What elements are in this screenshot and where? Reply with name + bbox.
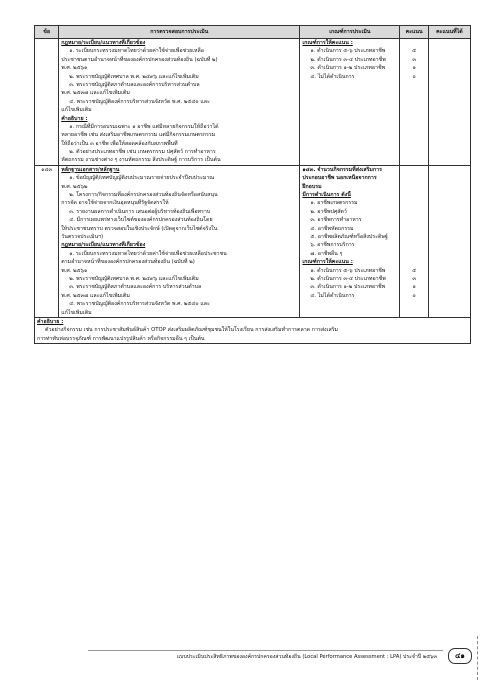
- topic-line: ประชาชนตามอำนาจหน้าที่ขององค์กรปกครองส่วนท้องถิ่น (ฉบับที่ ๒): [61, 56, 218, 63]
- topic-line: ๔. พระราชบัญญัติองค์การบริหารส่วนจังหวัด พ.ศ. ๒๕๔๐ และ: [69, 98, 210, 105]
- score-value: ๑: [412, 65, 416, 72]
- topic-line: ๑. ระเบียบกระทรวงมหาดไทยว่าด้วยค่าใช้จ่ายเพื่อช่วยเหลือ: [69, 48, 204, 55]
- criteria-line: เกณฑ์การให้คะแนน :: [302, 259, 353, 266]
- row1-criteria: [300, 39, 400, 166]
- topic-line: กฎหมาย/ระเบียบ/แนวทางที่เกี่ยวข้อง: [61, 242, 146, 249]
- score-value: [402, 191, 425, 199]
- criteria-line: ๑๔๓. จำนวนกิจกรรมที่ส่งเสริมการ: [302, 166, 382, 173]
- topic-line: วันตรวจประเมินฯ): [61, 233, 104, 240]
- row2-score-got: [428, 165, 470, 317]
- topic-line: กฎหมาย/ระเบียบ/แนวทางที่เกี่ยวข้อง: [61, 40, 146, 46]
- topic-line: การจัด อาจใช้จ่ายจากเงินอุดหนุนที่รัฐจัดสรรให้: [61, 200, 169, 207]
- topic-line: ๒. ตัวอย่างประเภทอาชีพ เช่น เกษตรกรรม ปศุสัตว์ การทำอาหาร: [69, 149, 216, 156]
- criteria-line: ๒. ดำเนินการ ๓-๔ ประเภทอาชีพ: [310, 56, 386, 63]
- criteria-line: ๑. อาชีพเกษตรกรรม: [310, 200, 358, 207]
- dashed-divider: [477, 636, 478, 680]
- topic-line: พ.ศ. ๒๕๖๑: [61, 65, 88, 72]
- criteria-line: ๓. ดำเนินการ ๑-๒ ประเภทอาชีพ: [310, 65, 386, 72]
- criteria-line: ๓. ดำเนินการ ๑-๒ ประเภทอาชีพ: [310, 284, 386, 291]
- row1-score-got: [428, 39, 470, 166]
- topic-line: พ.ศ. ๒๕๓๗ และแก้ไขเพิ่มเติม: [61, 292, 130, 299]
- score-value: ๕: [412, 267, 417, 274]
- topic-line: พ.ศ. ๒๕๖๑: [61, 267, 88, 274]
- topic-line: ๔. มีการเผยแพร่ทางเว็บไซต์ขององค์กรปกครองส่วนท้องถิ่นโดย: [69, 217, 213, 224]
- score-value: [402, 208, 425, 216]
- criteria-line: ๔. ไม่ได้ดำเนินการ: [310, 292, 355, 299]
- evaluation-table: [34, 25, 471, 344]
- page-number-badge: ๔๑: [448, 648, 472, 664]
- header-topic: การตรวจสอบการประเมิน: [59, 26, 300, 39]
- topic-line: ๒. พระราชบัญญัติเทศบาล พ.ศ. ๒๔๙๖ และแก้ไขเพิ่มเติม: [69, 275, 199, 282]
- topic-line: ๓. พระราชบัญญัติสภาตำบลและองค์การบริหารส่วนตำบล: [69, 81, 200, 88]
- row2-criteria: [300, 165, 400, 317]
- criteria-line: ๔. อาชีพหัตถกรรม: [310, 225, 354, 232]
- topic-line: ๓. พระราชบัญญัติสภาตำบลและองค์การ บริหารส่วนตำบล: [69, 284, 202, 291]
- score-value: [402, 166, 425, 174]
- description-title: คำอธิบาย :: [37, 318, 64, 325]
- topic-line: หลายอาชีพ เช่น ส่งเสริมอาชีพเกษตรกรรม แต่มีกิจกรรมเกษตรกรรม: [61, 132, 216, 139]
- table-row: [35, 165, 471, 317]
- description-line: ตัวอย่างกิจกรรม เช่น การประชาสัมพันธ์สินค้า OTOP ส่งเสริมผลิตภัณฑ์ชุมชนให้ในโรงเรียน การส่งเสริมทำการตลาด การส่งเสริม: [45, 327, 339, 334]
- criteria-line: ๗. อาชีพอื่น ๆ: [310, 250, 343, 257]
- criteria-line: ๒. ดำเนินการ ๓-๔ ประเภทอาชีพ: [310, 275, 386, 282]
- criteria-line: ๑. ดำเนินการ ๕-๖ ประเภทอาชีพ: [310, 48, 386, 55]
- topic-line: ๓. รายงานผลการดำเนินการ เสนอต่อผู้บริหารท้องถิ่นเพื่อทราบ: [69, 208, 211, 215]
- score-value: [402, 250, 425, 258]
- criteria-line: ๔. ไม่ได้ดำเนินการ: [310, 73, 355, 80]
- topic-line: คำอธิบาย :: [61, 115, 88, 122]
- score-value: [402, 39, 425, 47]
- topic-line: ตามอำนาจหน้าที่ขององค์กรปกครองส่วนท้องถิ่น (ฉบับที่ ๒): [61, 259, 195, 266]
- row1-topic: [59, 39, 300, 166]
- row2-topic: [59, 165, 300, 317]
- topic-line: หัตถกรรม งานช่างต่าง ๆ งานหัตถกรรม สิ่งประดิษฐ์ การบริการ เป็นต้น: [61, 157, 221, 164]
- score-value: [402, 174, 425, 182]
- row2-scores: [400, 165, 428, 317]
- criteria-line: ประกอบอาชีพ นอกเหนือจากการ: [302, 175, 377, 182]
- score-value: ๐: [412, 292, 416, 299]
- topic-line: ๒. พระราชบัญญัติเทศบาล พ.ศ. ๒๔๙๖ และแก้ไขเพิ่มเติม: [69, 73, 199, 80]
- topic-line: ๒. โครงการ/กิจกรรมที่องค์กรปกครองส่วนท้องถิ่นจัดหรือสนับสนุน: [69, 192, 218, 199]
- description-line: การท่าทับห่อบรรจุภัณฑ์ การพัฒนาแปรรูปสินค้า หรือกิจกรรมอื่น ๆ เป็นต้น: [37, 335, 205, 342]
- row1-no: [35, 39, 59, 166]
- header-score: คะแนน: [400, 26, 428, 39]
- table-header-row: [35, 26, 471, 39]
- description-row: [35, 317, 471, 343]
- header-score-got: คะแนนที่ได้: [428, 26, 470, 39]
- topic-line: ๔. พระราชบัญญัติองค์การบริหารส่วนจังหวัด พ.ศ. ๒๕๔๐ และ: [69, 301, 210, 308]
- header-criteria: เกณฑ์การประเมิน: [300, 26, 400, 39]
- topic-line: แก้ไขเพิ่มเติม: [61, 107, 92, 114]
- topic-line: ให้ถือว่าเป็น ๓ อาชีพ เพื่อให้สอดคล้องกับสภาพพื้นที่: [61, 140, 178, 147]
- row1-scores: [400, 39, 428, 166]
- topic-line: ให้ประชาชนทราบ ตรวจสอบในเชิงประจักษ์ (เปิดดูจากเว็บไซต์จริงใน: [61, 225, 218, 232]
- score-value: ๕: [412, 48, 417, 55]
- topic-line: ๑. กรณีที่มีการอบรมเฉพาะ ๑ อาชีพ แต่มีหลายกิจกรรมให้ถือว่าได้: [69, 123, 219, 130]
- table-row: [35, 39, 471, 166]
- topic-line: ๑. ระเบียบกระทรวงมหาดไทยว่าด้วยค่าใช้จ่ายเพื่อช่วยเหลือประชาชน: [69, 250, 227, 257]
- score-value: ๓: [412, 275, 416, 282]
- criteria-line: ฝึกอบรม: [302, 183, 322, 190]
- score-value: [402, 216, 425, 224]
- criteria-line: ๓. อาชีพการทำอาหาร: [310, 217, 362, 224]
- score-value: ๓: [412, 56, 416, 63]
- score-value: [402, 225, 425, 233]
- topic-line: หลักฐานเอกสาร/หลักฐาน: [61, 166, 120, 173]
- criteria-line: ๕. อาชีพผลิตภัณฑ์หรือสิ่งประดิษฐ์: [310, 233, 388, 240]
- header-no: ข้อ: [35, 26, 59, 39]
- score-value: [402, 183, 425, 191]
- topic-line: พ.ศ. ๒๕๖๒: [61, 183, 88, 190]
- score-value: [402, 233, 425, 241]
- topic-line: ๑. ข้อบัญญัติ/เทศบัญญัติงบประมาณรายจ่ายประจำปีงบประมาณ: [69, 175, 215, 182]
- page-footer: แบบประเมินประสิทธิภาพขององค์กรปกครองส่วนท้องถิ่น (Local Performance Assessment : LPA) ประจำปี ๒๕๖๓: [88, 650, 443, 662]
- score-value: ๑: [412, 284, 416, 291]
- criteria-line: ๑. ดำเนินการ ๕-๖ ประเภทอาชีพ: [310, 267, 386, 274]
- topic-line: พ.ศ. ๒๕๓๗ และแก้ไขเพิ่มเติม: [61, 90, 130, 97]
- score-value: ๐: [412, 73, 416, 80]
- score-value: [402, 241, 425, 249]
- score-value: [402, 258, 425, 266]
- description-cell: [35, 317, 471, 343]
- criteria-line: มีการดำเนินการ ดังนี้: [302, 192, 351, 199]
- score-value: [402, 199, 425, 207]
- topic-line: แก้ไขเพิ่มเติม: [61, 309, 92, 316]
- criteria-line: ๖. อาชีพการบริการ: [310, 242, 355, 249]
- row2-no: ๑๔๓: [35, 165, 59, 317]
- criteria-line: เกณฑ์การให้คะแนน :: [302, 40, 353, 46]
- criteria-line: ๒. อาชีพปศุสัตว์: [310, 208, 347, 215]
